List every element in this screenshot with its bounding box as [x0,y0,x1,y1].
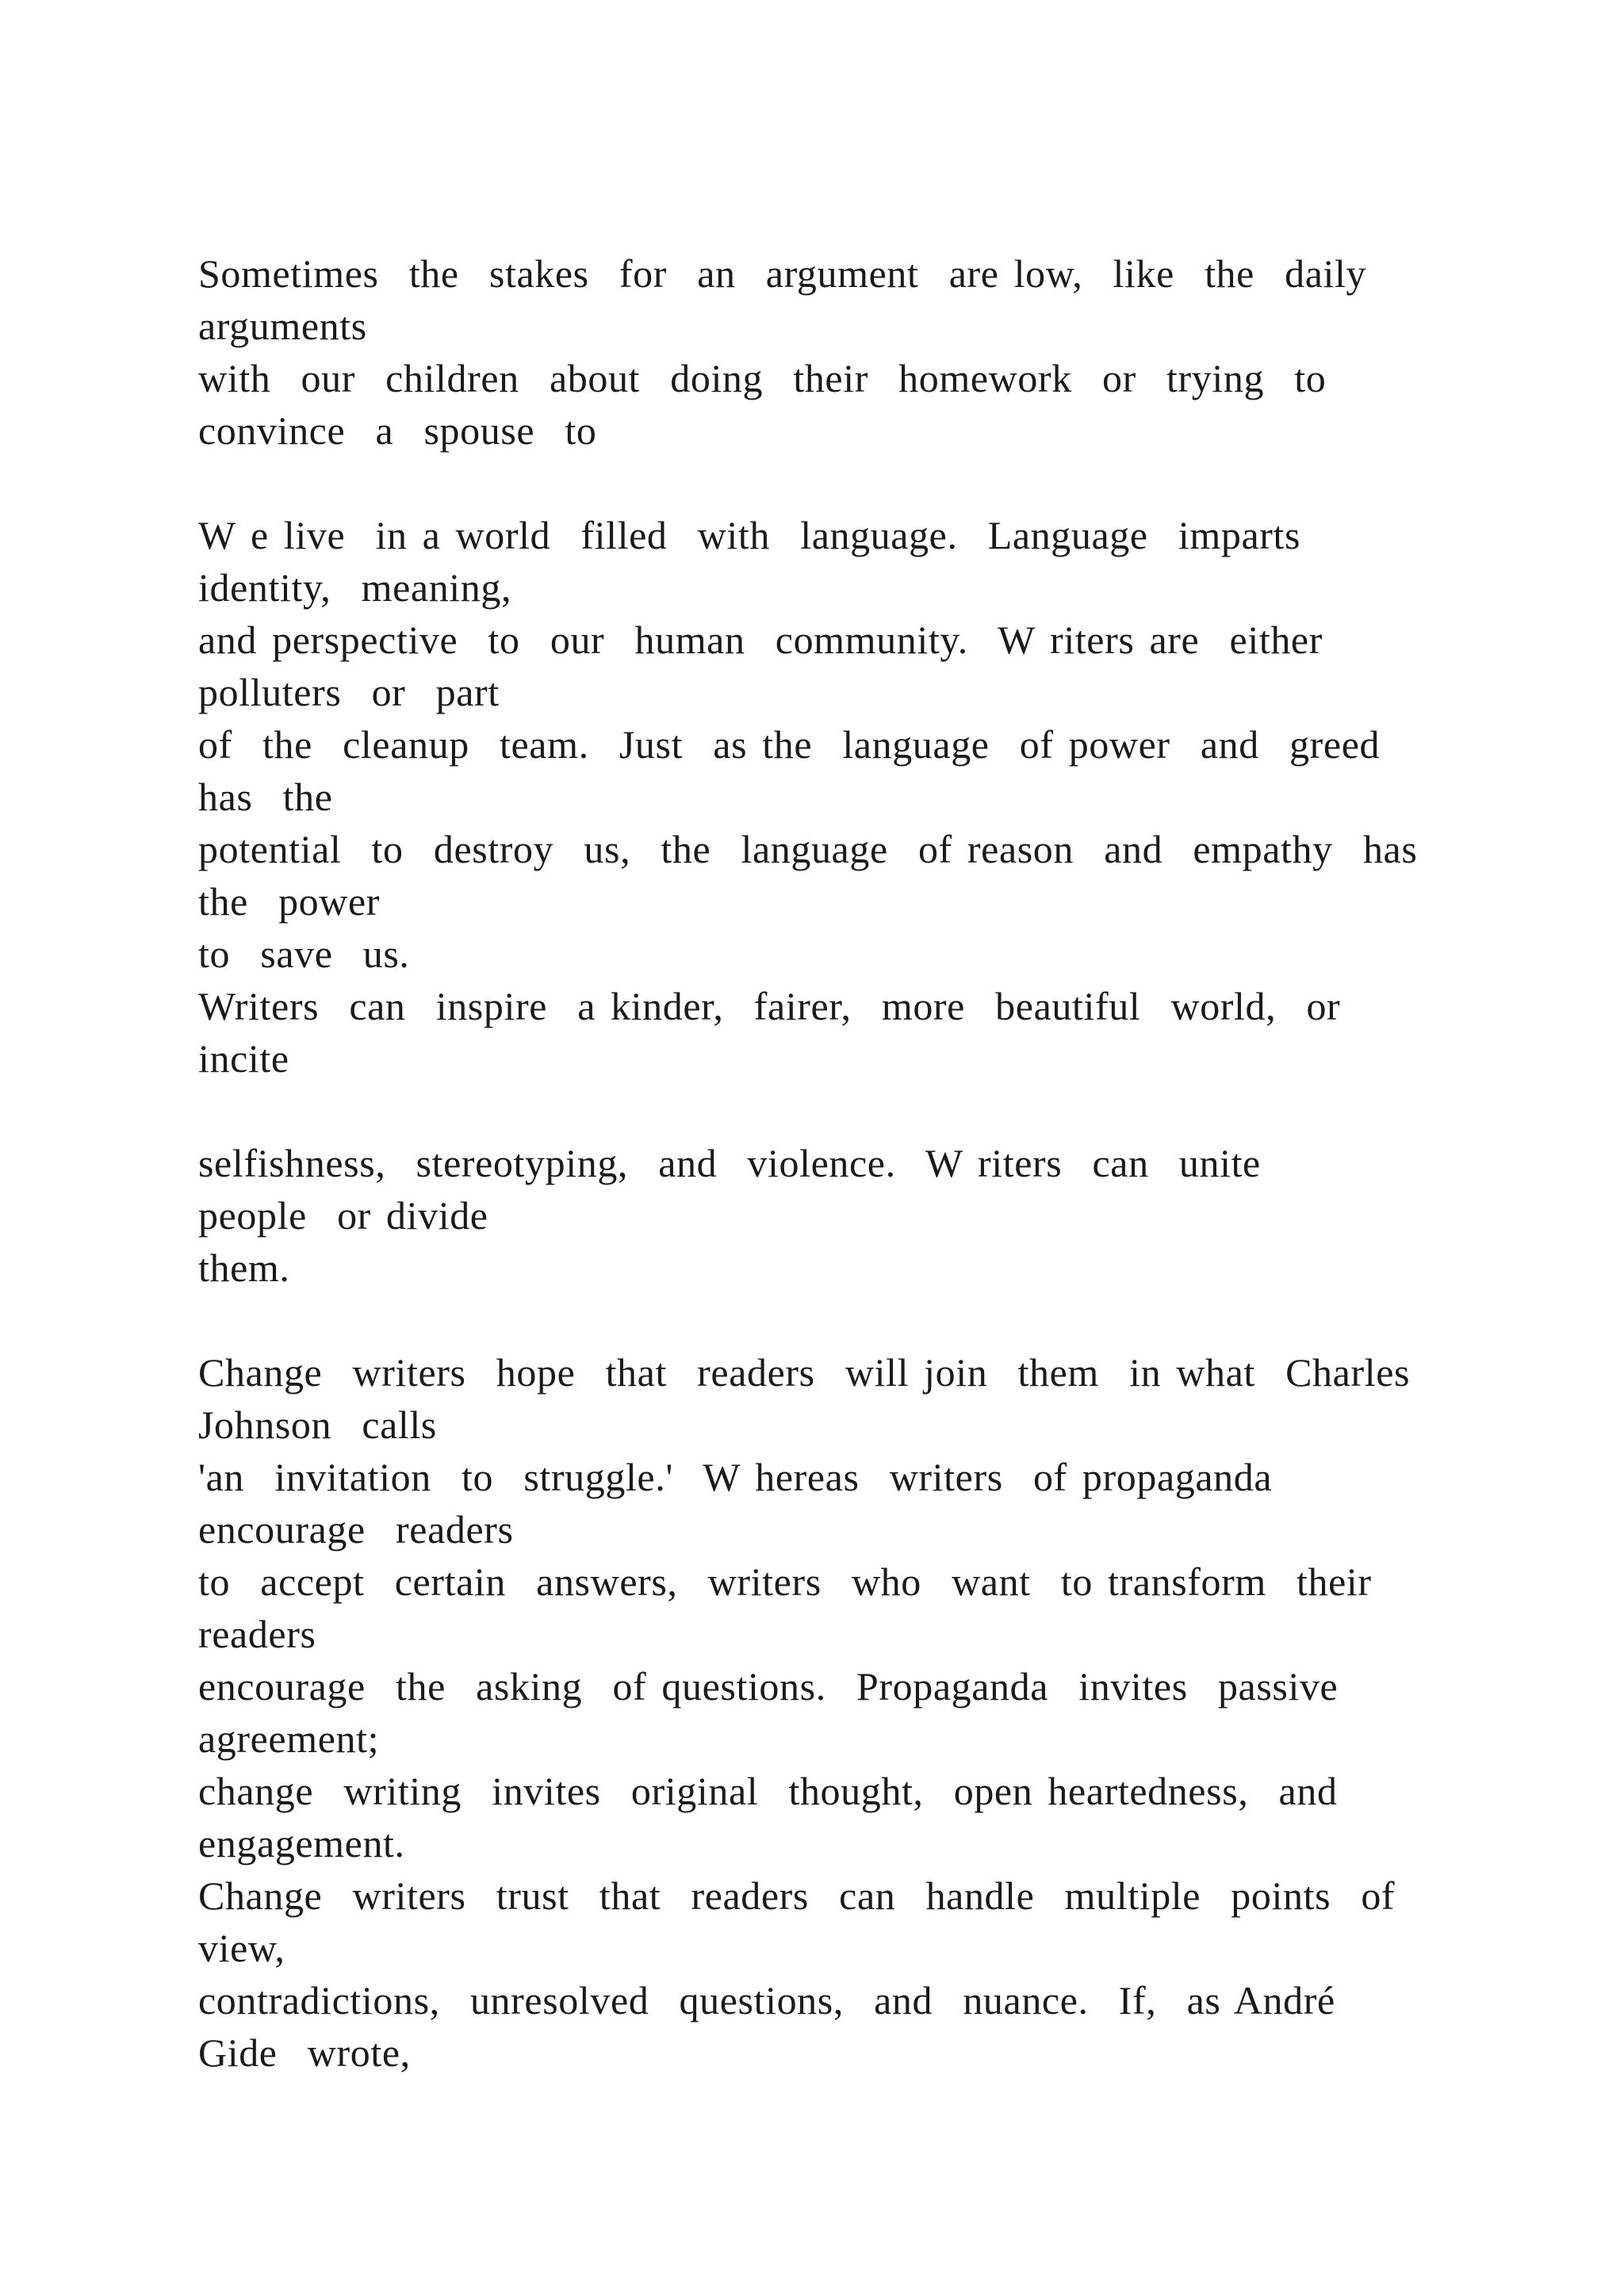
text-line: with our children about doing their homework or trying to [198,356,1327,400]
text-line: Writers can inspire a kinder, fairer, more beautiful world, or [198,984,1341,1028]
text-line: Change writers hope that readers will join them in what Charles [198,1350,1411,1395]
text-line: them. [198,1246,290,1290]
text-line: W e live in a world filled with language. Language imparts [198,513,1301,557]
text-line: of the cleanup team. Just as the language of power and greed [198,722,1381,767]
text-line: and perspective to our human community. W riters are either [198,618,1323,662]
text-line: convince a spouse to [198,408,597,453]
text-line: agreement; [198,1716,380,1761]
blank-line [198,1294,1507,1346]
text-line: view, [198,1926,285,1970]
text-line: engagement. [198,1821,405,1866]
text-line: readers [198,1612,316,1656]
text-line: Johnson calls [198,1402,437,1447]
blank-line [198,1085,1507,1137]
text-line: has the [198,775,333,819]
text-line: Change writers trust that readers can handle multiple points of [198,1873,1396,1918]
text-line: to save us. [198,932,410,976]
text-line: the power [198,879,381,924]
text-line: arguments [198,304,367,348]
text-line: Sometimes the stakes for an argument are low, like the daily [198,251,1367,296]
text-line: 'an invitation to struggle.' W hereas writers of propaganda [198,1455,1273,1499]
text-line: encourage the asking of questions. Propaganda invites passive [198,1664,1339,1709]
text-line: encourage readers [198,1507,514,1552]
blank-line [198,457,1507,509]
text-line: contradictions, unresolved questions, and nuance. If, as André [198,1978,1335,2022]
text-line: change writing invites original thought, open heartedness, and [198,1769,1338,1813]
text-line: people or divide [198,1193,488,1238]
text-line: to accept certain answers, writers who want to transform their [198,1559,1372,1604]
text-line: identity, meaning, [198,565,512,610]
text-line: Gide wrote, [198,2030,411,2075]
text-line: incite [198,1036,289,1081]
text-line: potential to destroy us, the language of reason and empathy has [198,827,1418,871]
text-line: selfishness, stereotyping, and violence. W riters can unite [198,1141,1261,1185]
text-line: polluters or part [198,670,500,714]
document-body-text [198,247,1507,2079]
